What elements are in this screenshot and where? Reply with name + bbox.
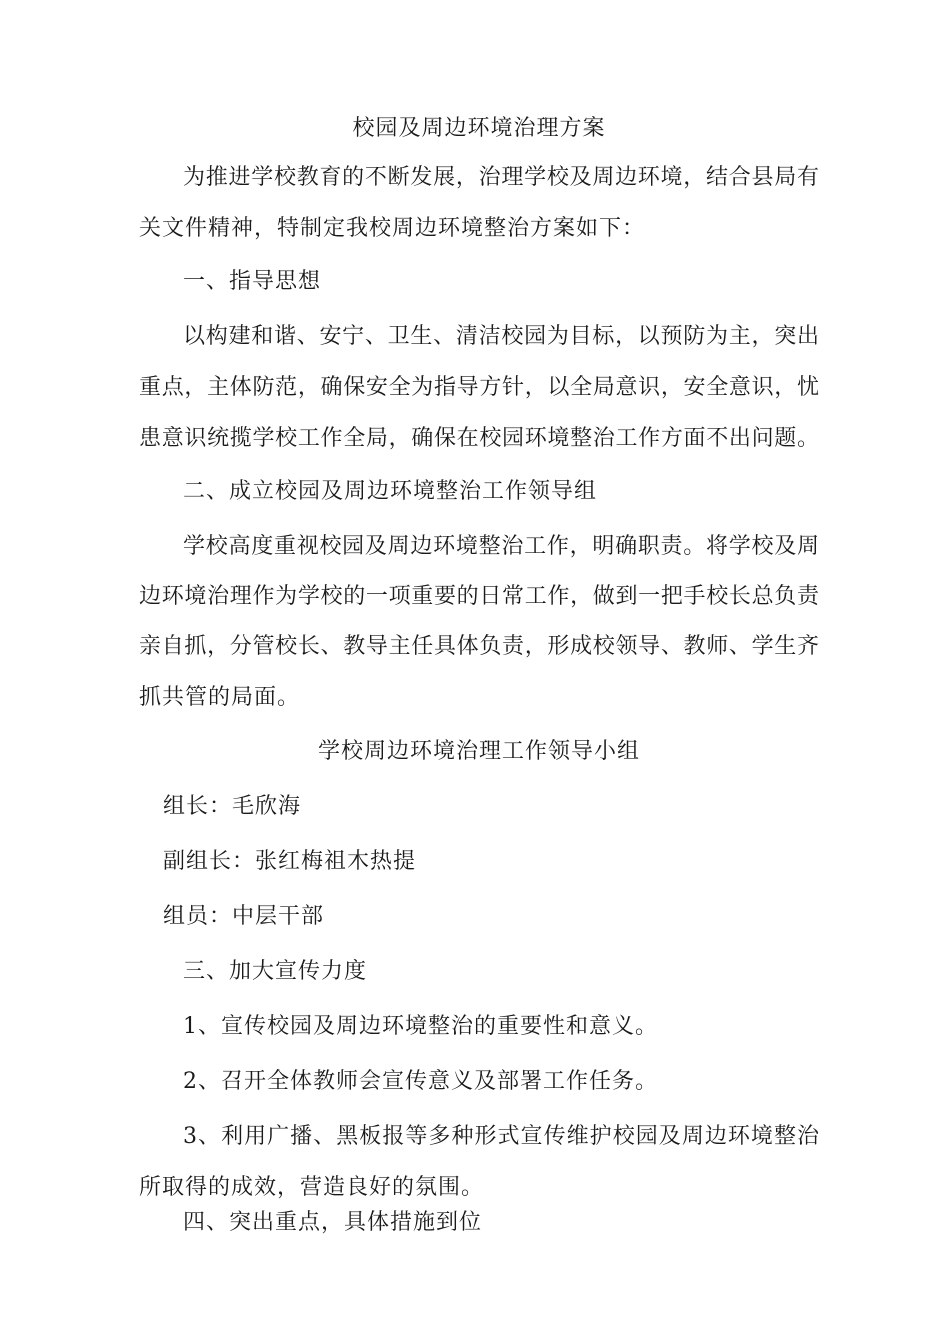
section-2-line-2: 边环境治理作为学校的一项重要的日常工作，做到一把手校长总负责	[139, 584, 819, 609]
section-2-heading: 二、成立校园及周边环境整治工作领导组	[183, 479, 598, 504]
section-3-item-3-line-1: 3、利用广播、黑板报等多种形式宣传维护校园及周边环境整治	[183, 1124, 819, 1149]
section-1-line-2: 重点，主体防范，确保安全为指导方针，以全局意识，安全意识，忧	[139, 375, 819, 400]
group-title: 学校周边环境治理工作领导小组	[317, 739, 640, 764]
section-2-line-4: 抓共管的局面。	[139, 685, 301, 710]
group-members: 组员：中层干部	[163, 904, 325, 929]
section-3-item-3-line-2: 所取得的成效，营造良好的氛围。	[139, 1175, 485, 1200]
section-3-item-2: 2、召开全体教师会宣传意义及部署工作任务。	[183, 1069, 658, 1094]
section-2-line-3: 亲自抓，分管校长、教导主任具体负责，形成校领导、教师、学生齐	[139, 634, 819, 659]
section-1-heading: 一、指导思想	[183, 269, 322, 294]
section-3-heading: 三、加大宣传力度	[183, 959, 368, 984]
section-2-line-1: 学校高度重视校园及周边环境整治工作，明确职责。将学校及周	[183, 534, 819, 559]
section-3-item-1: 1、宣传校园及周边环境整治的重要性和意义。	[183, 1014, 658, 1039]
intro-line-1: 为推进学校教育的不断发展，治理学校及周边环境，结合县局有	[183, 165, 819, 190]
section-1-line-1: 以构建和谐、安宁、卫生、清洁校园为目标，以预防为主，突出	[183, 324, 819, 349]
group-deputy: 副组长：张红梅祖木热提	[163, 849, 417, 874]
section-4-heading: 四、突出重点，具体措施到位	[183, 1210, 483, 1235]
group-leader: 组长：毛欣海	[163, 794, 302, 819]
document-title: 校园及周边环境治理方案	[352, 116, 606, 141]
intro-line-2: 关文件精神，特制定我校周边环境整治方案如下：	[139, 216, 646, 241]
section-1-line-3: 患意识统揽学校工作全局，确保在校园环境整治工作方面不出问题。	[139, 426, 819, 451]
